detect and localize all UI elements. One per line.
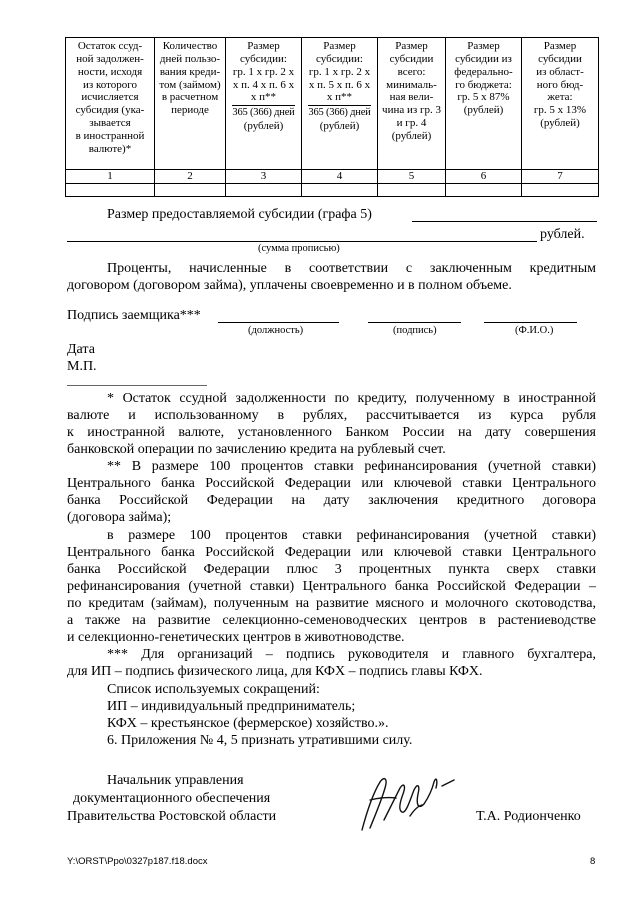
header-line: Размер — [543, 40, 577, 52]
header-cell — [226, 38, 302, 170]
header-line: из област- — [536, 65, 584, 78]
footnote-3-line: *** Для организаций – подпись руководителя и главного бухгалтера, — [107, 647, 596, 662]
footnote-2b-line: и селекционно-генетических центров в животноводстве. — [67, 630, 405, 645]
header-line: гр. 1 х гр. 2 х — [308, 65, 371, 78]
empty-cell — [155, 183, 226, 196]
item-6: 6. Приложения № 4, 5 признать утратившими силу. — [107, 733, 413, 748]
fraction-unit: (рублей) — [319, 119, 360, 132]
caption-name: (Ф.И.О.) — [515, 325, 554, 336]
header-line: в иностранной — [75, 130, 145, 143]
header-line: х п** — [326, 91, 353, 104]
header-line: чина из гр. 3 — [382, 104, 441, 117]
header-line: ности, исходя — [77, 65, 143, 78]
header-line: Размер — [323, 40, 356, 52]
header-line: и гр. 4 — [396, 117, 427, 130]
abbreviation-kfh: КФХ – крестьянское (фермерское) хозяйство.». — [107, 716, 389, 731]
empty-cell — [302, 183, 378, 196]
fraction-unit: (рублей) — [243, 119, 284, 132]
abbreviation-ip: ИП – индивидуальный предприниматель; — [107, 699, 356, 714]
header-line: (рублей) — [463, 104, 504, 117]
header-cell — [155, 38, 226, 170]
column-number: 5 — [378, 170, 446, 184]
interest-paragraph-line2: договором (договором займа), уплачены своевременно и в полном объеме. — [67, 278, 512, 293]
seal-label: М.П. — [67, 359, 97, 374]
column-number: 3 — [226, 170, 302, 184]
column-number: 4 — [302, 170, 378, 184]
header-line: зывается — [89, 117, 131, 130]
caption-position: (должность) — [248, 325, 304, 336]
borrower-signature-label: Подпись заемщика*** — [67, 308, 201, 323]
subsidy-amount-label: Размер предоставляемой субсидии (графа 5) — [107, 207, 372, 222]
name-blank — [484, 322, 577, 323]
header-line: го бюджета: — [455, 78, 512, 91]
header-line: гр. 5 х 13% — [533, 104, 587, 117]
header-line: Размер — [247, 40, 280, 52]
footnote-1-line: * Остаток ссудной задолженности по кредиту, полученному в иностранной — [107, 391, 596, 406]
column-number: 2 — [155, 170, 226, 184]
subsidy-amount-blank — [412, 221, 597, 222]
footnote-2b-line: а также на развитие селекционно-семеноводческих центров в растениеводстве — [67, 613, 596, 628]
header-cell — [446, 38, 522, 170]
header-line: дней пользо- — [159, 52, 221, 65]
header-line: Размер — [395, 40, 428, 52]
footnote-1-line: банковской операции по зачислению кредита на рублевый счет. — [67, 442, 446, 457]
footnote-1-line: валюте и использованному в рублях, рассчитывается из курса рубля — [67, 408, 596, 423]
table-empty-row — [66, 183, 599, 196]
header-line: субсидии — [538, 52, 582, 65]
header-line: жета: — [547, 91, 573, 104]
header-line: федерально- — [454, 65, 513, 78]
header-line: субсидии из — [455, 52, 512, 65]
header-line: (рублей) — [540, 117, 580, 130]
header-line: ного бюд- — [536, 78, 584, 91]
footnote-1-line: к иностранной валюте, установленного Банком России на дату совершения — [67, 425, 596, 440]
date-label: Дата — [67, 342, 95, 357]
abbreviations-title: Список используемых сокращений: — [107, 682, 320, 697]
footnote-2-line: Центрального банка Российской Федерации или ключевой ставки Центрального — [67, 476, 596, 491]
empty-cell — [522, 183, 599, 196]
footnote-3-line: для ИП – подпись физического лица, для КФХ – подпись главы КФХ. — [67, 664, 483, 679]
footnote-2b-line: в размере 100 процентов ставки рефинансирования (учетной ставки) — [107, 528, 596, 543]
header-line: гр. 1 х гр. 2 х — [232, 65, 295, 78]
footnote-2-line: ** В размере 100 процентов ставки рефинансирования (учетной ставки) — [107, 459, 596, 474]
footnote-2-line: (договора займа); — [67, 510, 172, 525]
header-line: субсидии: — [240, 52, 287, 65]
handwritten-signature — [348, 760, 458, 840]
signer-title-line1: Начальник управления — [107, 773, 244, 788]
position-blank — [218, 322, 339, 323]
caption-signature: (подпись) — [393, 325, 437, 336]
empty-cell — [226, 183, 302, 196]
footnote-separator — [67, 385, 207, 386]
header-line: ной задолжен- — [76, 52, 144, 65]
footnote-2-line: банка Российской Федерации на дату заключения кредитного договора — [67, 493, 596, 508]
footnote-2b-line: по кредитам (займам), полученным на развитие мясного и молочного скотоводства, — [67, 596, 596, 611]
header-cell — [522, 38, 599, 170]
header-line: х п** — [250, 91, 277, 104]
header-line: Количество — [162, 40, 218, 52]
header-line: валюте)* — [88, 142, 132, 155]
page-number: 8 — [590, 856, 596, 867]
subsidy-table — [65, 37, 599, 197]
amount-in-words-blank — [67, 241, 537, 242]
amount-in-words-caption: (сумма прописью) — [258, 243, 340, 254]
header-line: в расчетном — [161, 91, 219, 104]
column-number: 6 — [446, 170, 522, 184]
empty-cell — [66, 183, 155, 196]
signature-blank — [368, 322, 461, 323]
header-line: том (займом) — [159, 78, 221, 91]
header-line: (рублей) — [391, 130, 432, 143]
header-line: Размер — [467, 40, 500, 52]
table-numbers-row — [66, 170, 599, 184]
header-line: х п. 5 х п. 6 х — [308, 78, 371, 91]
header-line: исчисляется — [81, 91, 139, 104]
header-line: гр. 5 х 87% — [457, 91, 510, 104]
empty-cell — [378, 183, 446, 196]
header-line: субсидии: — [316, 52, 363, 65]
header-line: субсидия (ука- — [75, 104, 145, 117]
footnote-2b-line: Центрального банка Российской Федерации или ключевой ставки Центрального — [67, 545, 596, 560]
fraction-denominator: 365 (366) дней — [232, 107, 295, 119]
header-line: из которого — [82, 78, 138, 91]
column-number: 1 — [66, 170, 155, 184]
interest-paragraph-line1: Проценты, начисленные в соответствии с заключенным кредитным — [107, 261, 596, 276]
header-cell — [302, 38, 378, 170]
signer-name: Т.А. Родионченко — [476, 809, 581, 824]
signer-title-line2: документационного обеспечения — [73, 791, 271, 806]
empty-cell — [446, 183, 522, 196]
header-line: х п. 4 х п. 6 х — [232, 78, 295, 91]
table-header-row — [66, 38, 599, 170]
header-line: ная вели- — [389, 91, 434, 104]
signer-title-line3: Правительства Ростовской области — [67, 809, 277, 824]
header-cell — [66, 38, 155, 170]
header-line: минималь- — [386, 78, 437, 91]
file-path: Y:\ORST\Ppo\0327p187.f18.docx — [67, 856, 208, 867]
header-line: субсидии — [389, 52, 434, 65]
header-line: Остаток ссуд- — [77, 40, 143, 52]
footnote-2b-line: банка Российской Федерации плюс 3 процентных пункта сверх ставки — [67, 562, 596, 577]
column-number: 7 — [522, 170, 599, 184]
fraction-denominator: 365 (366) дней — [308, 107, 371, 119]
header-line: вания креди- — [159, 65, 221, 78]
footnote-2b-line: рефинансирования (учетной ставки) Центрального банка Российской Федерации – — [67, 579, 596, 594]
header-cell — [378, 38, 446, 170]
header-line: всего: — [397, 65, 426, 78]
rubles-suffix: рублей. — [540, 227, 585, 242]
header-line: периоде — [171, 104, 209, 117]
